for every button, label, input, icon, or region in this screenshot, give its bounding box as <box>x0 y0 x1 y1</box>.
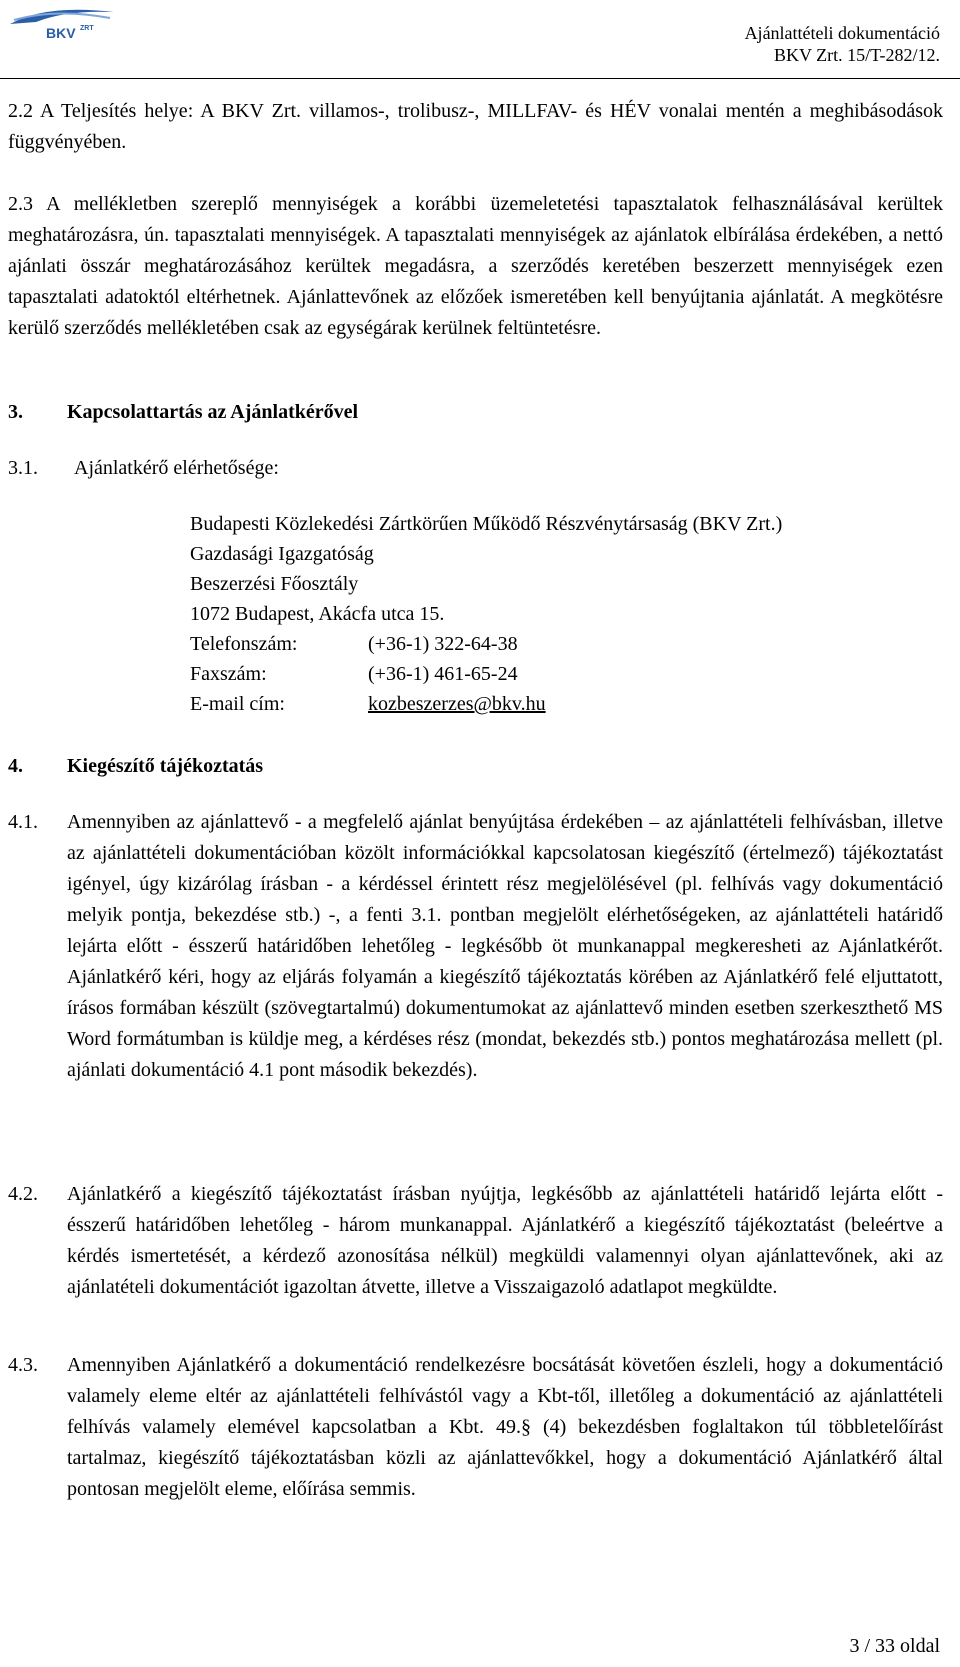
contact-dept2: Beszerzési Főosztály <box>190 573 359 595</box>
header-divider <box>0 78 960 79</box>
svg-text:BKV: BKV <box>46 25 76 41</box>
email-label: E-mail cím: <box>190 693 285 715</box>
section-4-number: 4. <box>8 755 23 777</box>
doc-number: BKV Zrt. 15/T-282/12. <box>773 45 940 65</box>
section-3-title: Kapcsolattartás az Ajánlatkérővel <box>67 401 359 423</box>
contact-org: Budapesti Közlekedési Zártkörűen Működő Részvénytársaság (BKV Zrt.) <box>190 513 783 535</box>
phone-value: (+36-1) 322-64-38 <box>368 633 518 655</box>
page-number: 3 / 33 oldal <box>849 1635 940 1657</box>
section-2-3-paragraph: 2.3 A mellékletben szereplő mennyiségek a korábbi üzemeletetési tapasztalatok felhasználásával kerültek meghatározásra, ún. tapasztalati mennyiségek. A tapasztalati mennyiségek az ajánlatok elbírálása érdekében, a nettó ajánlati összár meghatározásához kerültek megadásra, a szerződés keretében beszerzett mennyiségek ezen tapasztalati adatoktól eltérhetnek. Ajánlattevőnek az előzőek ismeretében kell benyújtania ajánlatát. A megkötésre kerülő szerződés mellékletében csak az egységárak kerülnek feltüntetésre. <box>8 193 943 339</box>
section-2-2-paragraph: 2.2 A Teljesítés helye: A BKV Zrt. villamos-, trolibusz-, MILLFAV- és HÉV vonalai mentén a meghibásodások függvényében. <box>8 100 943 153</box>
section-3-number: 3. <box>8 401 23 423</box>
svg-text:ZRT: ZRT <box>80 25 94 32</box>
section-4-3-number: 4.3. <box>8 1354 38 1376</box>
doc-title: Ajánlattételi dokumentáció <box>744 23 940 43</box>
section-3-1-number: 3.1. <box>8 457 38 479</box>
section-3-1-title: Ajánlatkérő elérhetősége: <box>74 457 279 479</box>
section-4-title: Kiegészítő tájékoztatás <box>67 755 264 777</box>
fax-label: Faxszám: <box>190 663 267 685</box>
bkv-logo <box>6 2 118 44</box>
section-4-2-number: 4.2. <box>8 1183 38 1205</box>
section-4-2-paragraph: Ajánlatkérő a kiegészítő tájékoztatást írásban nyújtja, legkésőbb az ajánlattételi határidő lejárta előtt - ésszerű határidőben lehetőleg - három munkanappal. Ajánlatkérő a kiegészítő tájékoztatást (beleértve a kérdés ismertetését, a kérdező azonosítása nélkül) megküldi valamennyi olyan ajánlattevőnek, aki az ajánlatételi dokumentációt igazoltan átvette, illetve a Visszaigazoló adatlapot megküldte. <box>67 1183 943 1298</box>
fax-value: (+36-1) 461-65-24 <box>368 663 518 685</box>
phone-label: Telefonszám: <box>190 633 298 655</box>
contact-address: 1072 Budapest, Akácfa utca 15. <box>190 603 445 625</box>
contact-dept1: Gazdasági Igazgatóság <box>190 543 374 565</box>
section-4-1-number: 4.1. <box>8 811 38 833</box>
contact-phone-row <box>190 629 518 660</box>
contact-email-row <box>190 689 546 720</box>
email-link[interactable]: kozbeszerzes@bkv.hu <box>368 693 546 715</box>
contact-fax-row <box>190 659 518 690</box>
section-4-3-paragraph: Amennyiben Ajánlatkérő a dokumentáció rendelkezésre bocsátását követően észleli, hogy a dokumentáció valamely eleme eltér az ajánlattételi felhívástól vagy a Kbt-től, illetőleg a dokumentáció az ajánlattételi felhívás valamely elemével kapcsolatban a Kbt. 49.§ (4) bekezdésben foglaltakon túl többletelőírást tartalmaz, kiegészítő tájékoztatásban közli az ajánlattevőkkel, hogy a dokumentáció Ajánlatkérő által pontosan megjelölt eleme, előírása semmis. <box>67 1354 943 1500</box>
section-4-1-paragraph: Amennyiben az ajánlattevő - a megfelelő ajánlat benyújtása érdekében – az ajánlattételi felhívásban, illetve az ajánlattételi dokumentációban közölt információkkal kapcsolatosan kiegészítő (értelmező) tájékoztatást igényel, úgy kizárólag írásban - a kérdéssel érintett rész megjelölésével (pl. felhívás vagy dokumentáció melyik pontja, bekezdése stb.) -, a fenti 3.1. pontban megjelölt elérhetőségeken, az ajánlattételi határidő lejárta előtt - ésszerű határidőben lehetőleg - legkésőbb öt munkanappal megkeresheti az Ajánlatkérőt. Ajánlatkérő kéri, hogy az eljárás folyamán a kiegészítő tájékoztatás körében az Ajánlatkérő felé eljuttatott, írásos formában készült (szövegtartalmú) dokumentumokat az ajánlattevő minden esetben szerkeszthető MS Word formátumban is küldje meg, a kérdéses rész (mondat, bekezdés stb.) pontos meghatározása mellett (pl. ajánlati dokumentáció 4.1 pont második bekezdés). <box>67 811 943 1081</box>
header-info <box>745 22 940 66</box>
